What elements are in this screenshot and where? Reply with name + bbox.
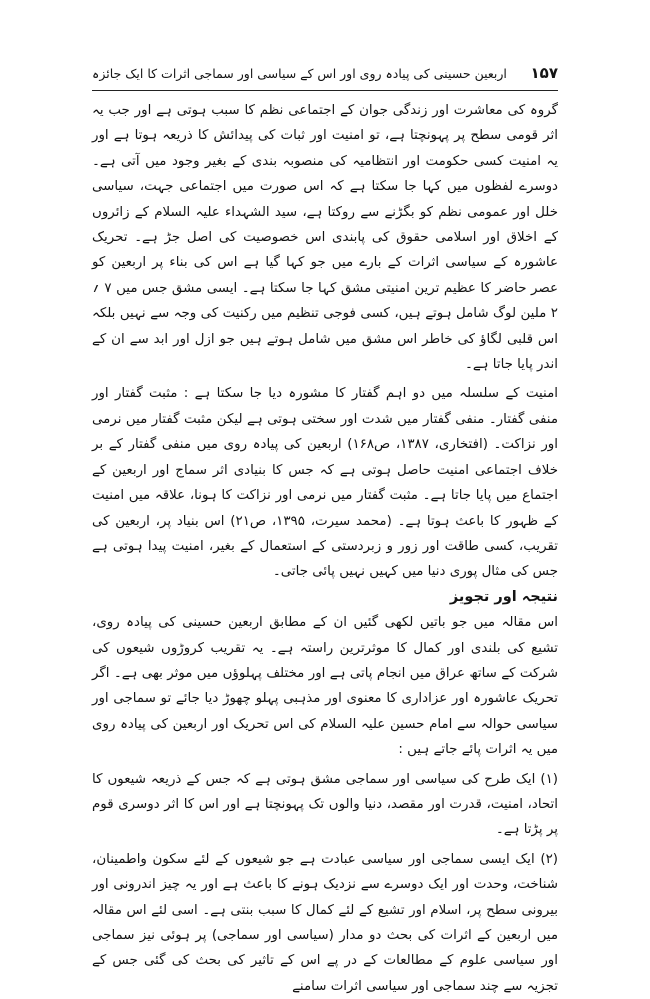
conclusion-list-item: (۲) ایک ایسی سماجی اور سیاسی عبادت ہے جو شیعوں کے لئے سکون واطمینان، شناخت، وحدت اور ایک دوسرے سے نزدیک ہونے کا باعث ہے اور یہ چیز اندرونی اور بیرونی سطح پر، اسلام اور تشیع کے لئے کمال کا سبب بنتی ہے۔ اسی لئے اس مقالہ میں اربعین کے اثرات کی بحث دو مدار (سیاسی اور سماجی) پر ہوئی نیز سماجی اور سیاسی علوم کے مطالعات کے در پے اس کے تاثیر کی بحث کی گئی جس کے تجزیہ سے چند سماجی اور سیاسی اثرات سامنے [92,851,558,994]
body-paragraph: گروہ کی معاشرت اور زندگی جوان کے اجتماعی نظم کا سبب ہوتی ہے اور جب یہ اثر قومی سطح پر پہونچتا ہے، تو امنیت اور ثبات کی پیدائش کا ذریعہ ہوتا ہے اور یہ امنیت کسی حکومت اور انتظامیہ کی منصوبہ بندی کے بغیر وجود میں آتی ہے۔ دوسرے لفظوں میں کہا جا سکتا ہے کہ اس صورت میں اجتماعی جہت، سیاسی خلل اور عمومی نظم کو بگڑنے سے روکتا ہے، سید الشہداء علیہ السلام کے زائروں کے اخلاق اور اسلامی حقوق کی پابندی اس خصوصیت کی اصل جڑ ہے۔ تحریک عاشورہ کے سیاسی اثرات کے بارے میں جو کہا گیا ہے اس کی بناء پر اربعین کو عصر حاضر کا عظیم ترین امنیتی مشق کہا جا سکتا ہے۔ ایسی مشق جس میں ۷ ؍ ۲ ملین لوگ شامل ہوتے ہیں، کسی فوجی تنظیم میں رکنیت کی وجہ سے نہیں بلکہ اس قلبی لگاؤ کی خاطر اس مشق میں شامل ہوتے ہیں جو ازل اور ابد سے ان کے اندر پایا جاتا ہے۔ [92,103,558,373]
running-title: اربعین حسینی کی پیادہ روی اور اس کے سیاسی اور سماجی اثرات کا ایک جائزہ [92,66,507,81]
body-paragraph: امنیت کے سلسلہ میں دو اہم گفتار کا مشورہ دیا جا سکتا ہے : مثبت گفتار اور منفی گفتار۔ منفی گفتار میں شدت اور سختی ہوتی ہے لیکن مثبت گفتار میں نرمی اور نزاکت۔ (افتخاری، ۱۳۸۷، ص۱۶۸) اربعین کی پیادہ روی میں منفی گفتار کے بر خلاف اجتماعی امنیت حاصل ہوتی ہے کہ جس کا بنیادی اثر سماج اور اربعین کے اجتماع میں پایا جاتا ہے۔ مثبت گفتار میں نرمی اور نزاکت کا ہونا، علاقہ میں امنیت کے ظہور کا باعث ہوتا ہے۔ (محمد سیرت، ۱۳۹۵، ص۲۱) اس بنیاد پر، اربعین کی تقریب، کسی طاقت اور زور و زبردستی کے استعمال کے بغیر، امنیت پیدا ہوتی ہے جس کی مثال پوری دنیا میں کہیں نہیں پائی جاتی۔ [92,386,558,580]
article-body [92,98,558,999]
page-number: ۱۵۷ [530,64,558,82]
conclusion-paragraph: اس مقالہ میں جو باتیں لکھی گئیں ان کے مطابق اربعین حسینی کی پیادہ روی، تشیع کی بلندی اور کمال کا موثرترین راستہ ہے۔ یہ تقریب کروڑوں شیعوں کی شرکت کے ساتھ عراق میں انجام پاتی ہے اور مختلف پہلوؤں میں موثر بھی ہے۔ اگر تحریک عاشورہ اور عزاداری کا معنوی اور مذہبی پہلو چھوڑ دیا جائے تو سماجی اور سیاسی حوالہ سے امام حسین علیہ السلام کی اس تحریک اور اربعین کی پیادہ روی میں یہ اثرات پائے جاتے ہیں : [92,615,558,758]
page-header [92,62,558,88]
header-divider [92,90,558,91]
conclusion-list-item: (۱) ایک طرح کی سیاسی اور سماجی مشق ہوتی ہے کہ جس کے ذریعہ شیعوں کا اتحاد، امنیت، قدرت اور مقصد، دنیا والوں تک پہونچتا ہے اور اس کا اثر دوسری قوم پر پڑتا ہے۔ [92,771,558,838]
section-heading: نتیجہ اور تجویز [449,588,558,605]
